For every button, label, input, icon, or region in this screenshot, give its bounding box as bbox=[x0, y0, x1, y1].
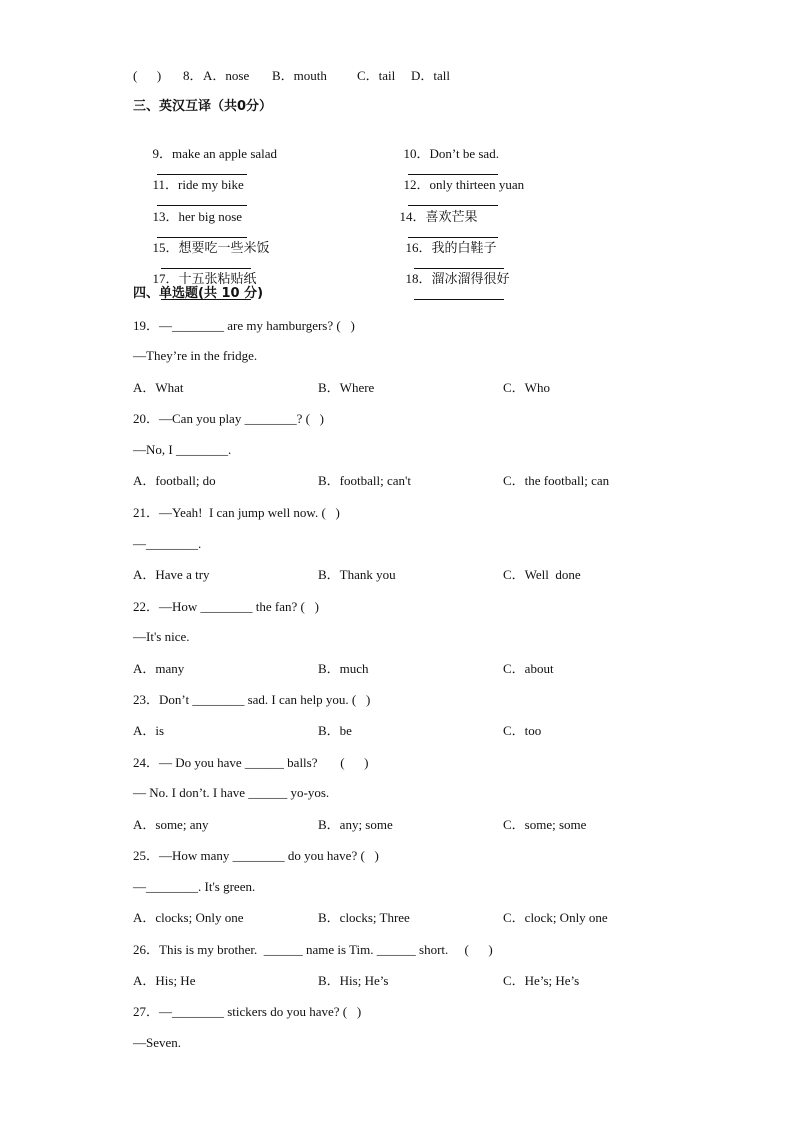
translation-prompt: 9．make an apple salad bbox=[152, 146, 278, 161]
option-c: C．some; some bbox=[503, 817, 587, 832]
question-reply: —It's nice. bbox=[133, 629, 190, 644]
translation-prompt: 18．溜冰溜得很好 bbox=[405, 271, 510, 286]
question-stem: 21．—Yeah! I can jump well now. ( ) bbox=[133, 505, 340, 520]
option-c: C．tail bbox=[357, 68, 396, 83]
option-a: A．many bbox=[133, 661, 185, 676]
option-a: A．What bbox=[133, 380, 184, 395]
answer-blank[interactable] bbox=[414, 287, 504, 300]
section-3-heading: 三、英汉互译（共0分） bbox=[133, 99, 273, 114]
question-stem: 22．—How ________ the fan? ( ) bbox=[133, 599, 319, 614]
option-b: B．mouth bbox=[272, 68, 327, 83]
option-a: A．Have a try bbox=[133, 567, 210, 582]
option-a: A．some; any bbox=[133, 817, 209, 832]
question-stem: 20．—Can you play ________? ( ) bbox=[133, 411, 325, 426]
option-c: C．too bbox=[503, 723, 542, 738]
option-b: B．football; can't bbox=[318, 473, 411, 488]
option-b: B．much bbox=[318, 661, 369, 676]
option-b: B．Thank you bbox=[318, 567, 396, 582]
answer-paren: ( ) bbox=[133, 68, 162, 83]
option-c: C．Well done bbox=[503, 567, 581, 582]
option-b: B．clocks; Three bbox=[318, 910, 410, 925]
translation-prompt: 14．喜欢芒果 bbox=[399, 209, 478, 224]
section-4-heading: 四、单选题(共 10 分) bbox=[133, 286, 264, 301]
question-reply: — No. I don’t. I have ______ yo-yos. bbox=[133, 785, 330, 800]
translation-prompt: 13．her big nose bbox=[152, 209, 243, 224]
option-c: C．the football; can bbox=[503, 473, 610, 488]
question-stem: 24．— Do you have ______ balls? ( ) bbox=[133, 755, 369, 770]
option-a: A．is bbox=[133, 723, 165, 738]
option-a: A．clocks; Only one bbox=[133, 910, 244, 925]
question-stem: 27．—________ stickers do you have? ( ) bbox=[133, 1004, 362, 1019]
option-b: B．any; some bbox=[318, 817, 393, 832]
option-b: B．be bbox=[318, 723, 352, 738]
question-reply: —________. bbox=[133, 536, 202, 551]
option-c: C．Who bbox=[503, 380, 550, 395]
question-number: 8． bbox=[183, 68, 203, 83]
translation-prompt: 15．想要吃一些米饭 bbox=[152, 240, 270, 255]
translation-prompt: 12．only thirteen yuan bbox=[403, 177, 525, 192]
option-c: C．about bbox=[503, 661, 554, 676]
question-stem: 25．—How many ________ do you have? ( ) bbox=[133, 848, 379, 863]
option-c: C．clock; Only one bbox=[503, 910, 608, 925]
option-a: A．His; He bbox=[133, 973, 196, 988]
question-stem: 19．—________ are my hamburgers? ( ) bbox=[133, 318, 355, 333]
question-stem: 26．This is my brother. ______ name is Tim. ______ short. ( ) bbox=[133, 942, 493, 957]
translation-prompt: 17．十五张粘贴纸 bbox=[152, 271, 257, 286]
translation-prompt: 10．Don’t be sad. bbox=[403, 146, 499, 161]
question-reply: —They’re in the fridge. bbox=[133, 348, 258, 363]
question-stem: 23．Don’t ________ sad. I can help you. ( ) bbox=[133, 692, 371, 707]
option-a: A．nose bbox=[203, 68, 250, 83]
translation-prompt: 16．我的白鞋子 bbox=[405, 240, 497, 255]
option-b: B．His; He’s bbox=[318, 973, 389, 988]
option-b: B．Where bbox=[318, 380, 375, 395]
translation-item-18 bbox=[386, 255, 510, 320]
option-a: A．football; do bbox=[133, 473, 216, 488]
option-c: C．He’s; He’s bbox=[503, 973, 580, 988]
question-reply: —________. It's green. bbox=[133, 879, 256, 894]
translation-prompt: 11．ride my bike bbox=[152, 177, 244, 192]
option-d: D．tall bbox=[411, 68, 450, 83]
question-reply: —No, I ________. bbox=[133, 442, 232, 457]
question-reply: —Seven. bbox=[133, 1035, 182, 1050]
